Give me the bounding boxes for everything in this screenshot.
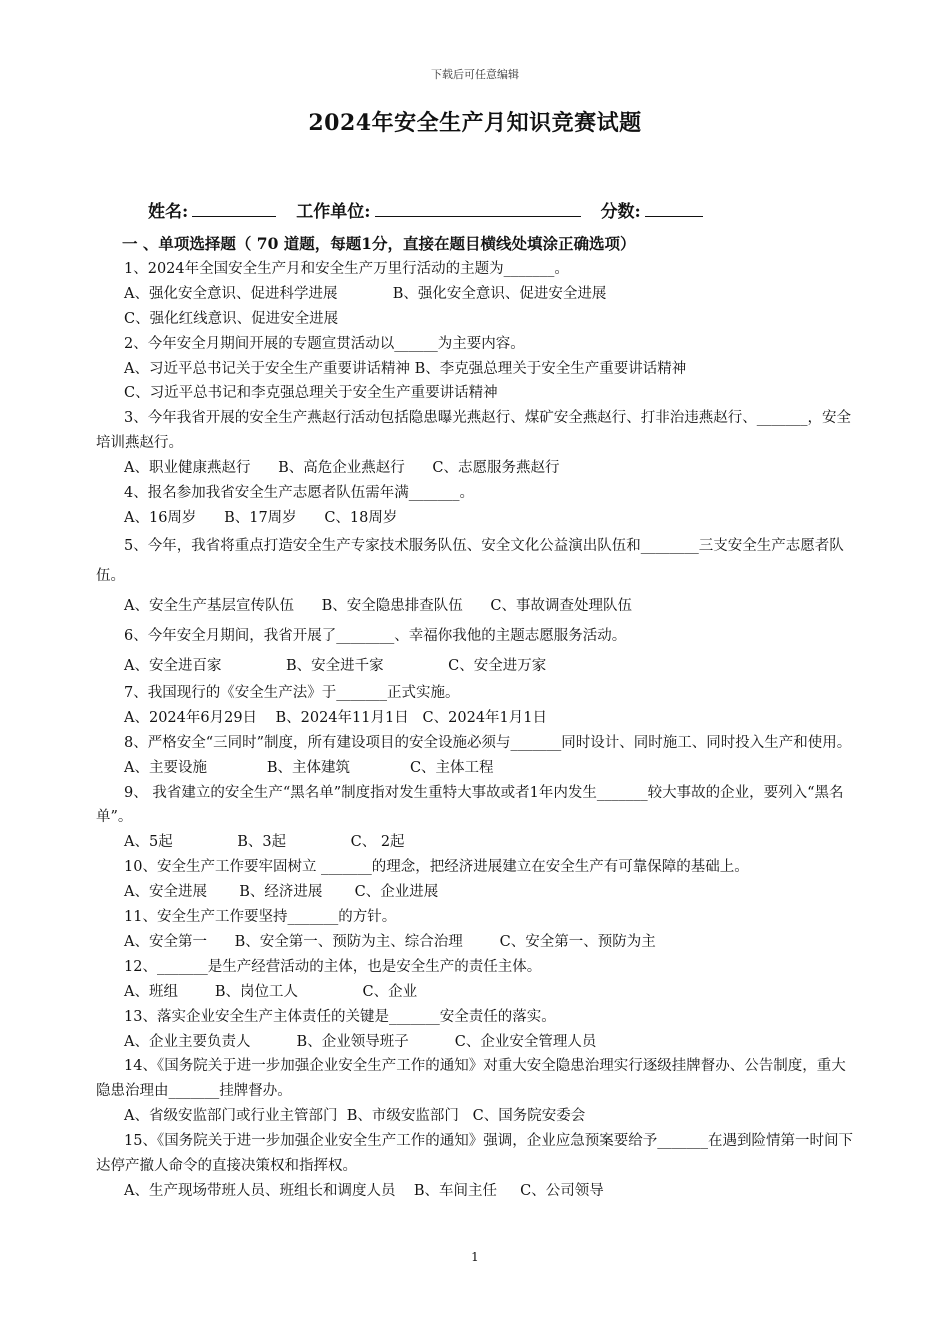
question-text: 10、安全生产工作要牢固树立 _______的理念，把经济进展建立在安全生产有可靠保障的基础上。: [124, 859, 749, 876]
question-text: 8、严格安全“三同时”制度，所有建设项目的安全设施必须与_______同时设计、同时施工、同时投入生产和使用。: [124, 734, 852, 751]
header-note: 下载后可任意编辑: [431, 68, 519, 81]
score-blank[interactable]: [645, 198, 703, 217]
name-label: 姓名:: [148, 202, 189, 222]
unit-label: 工作单位:: [296, 202, 371, 222]
question-text: 1、2024年全国安全生产月和安全生产万里行活动的主题为_______。: [124, 260, 569, 277]
answer-options: C、习近平总书记和李克强总理关于安全生产重要讲话精神: [124, 385, 498, 402]
answer-options: A、班组 B、岗位工人 C、企业: [124, 983, 418, 1000]
answer-options: A、安全生产基层宣传队伍 B、安全隐患排查队伍 C、事故调查处理队伍: [124, 597, 633, 614]
question-content: [96, 232, 858, 1204]
answer-options: A、省级安监部门或行业主管部门 B、市级安监部门 C、国务院安委会: [124, 1108, 586, 1125]
question-list: [96, 257, 858, 1204]
answer-options: C、强化红线意识、促进安全进展: [124, 310, 339, 327]
answer-options: A、职业健康燕赵行 B、高危企业燕赵行 C、志愿服务燕赵行: [124, 460, 560, 477]
answer-options: A、生产现场带班人员、班组长和调度人员 B、车间主任 C、公司领导: [124, 1183, 604, 1199]
question-text: 14、《国务院关于进一步加强企业安全生产工作的通知》对重大安全隐患治理实行逐级挂牌督办、公告制度，重大隐患治理由_______挂牌督办。: [96, 1058, 846, 1100]
answer-options: A、2024年6月29日 B、2024年11月1日 C、2024年1月1日: [124, 709, 547, 726]
question-text: 11、安全生产工作要坚持_______的方针。: [124, 909, 397, 926]
question-text: 13、落实企业安全生产主体责任的关键是_______安全责任的落实。: [124, 1008, 556, 1025]
question-text: 9、 我省建立的安全生产“黑名单”制度指对发生重特大事故或者1年内发生_______较大事故的企业，要列入“黑名单”。: [96, 784, 844, 826]
question-text: 7、我国现行的《安全生产法》于_______正式实施。: [124, 684, 460, 701]
unit-blank[interactable]: [375, 198, 581, 217]
question-text: 4、报名参加我省安全生产志愿者队伍需年满_______。: [124, 485, 474, 502]
answer-options: A、习近平总书记关于安全生产重要讲话精神 B、李克强总理关于安全生产重要讲话精神: [124, 360, 687, 377]
answer-options: A、安全进展 B、经济进展 C、企业进展: [124, 884, 439, 901]
name-blank[interactable]: [192, 198, 276, 217]
answer-options: A、主要设施 B、主体建筑 C、主体工程: [124, 759, 494, 776]
answer-options: A、5起 B、3起 C、 2起: [124, 834, 405, 851]
answer-options: A、强化安全意识、促进科学进展 B、强化安全意识、促进安全进展: [124, 285, 607, 302]
answer-options: A、安全第一 B、安全第一、预防为主、综合治理 C、安全第一、预防为主: [124, 933, 656, 950]
answer-options: A、安全进百家 B、安全进千家 C、安全进万家: [124, 657, 547, 674]
score-label: 分数:: [600, 202, 641, 222]
question-text: 15、《国务院关于进一步加强企业安全生产工作的通知》强调，企业应急预案要给予_______在遇到险情第一时间下达停产撤人命令的直接决策权和指挥权。: [96, 1133, 853, 1175]
info-row: [148, 197, 709, 222]
question-text: 5、今年，我省将重点打造安全生产专家技术服务队伍、安全文化公益演出队伍和________三支安全生产志愿者队伍。: [96, 537, 844, 584]
question-text: 6、今年安全月期间，我省开展了________、幸福你我他的主题志愿服务活动。: [124, 627, 627, 644]
question-text: 2、今年安全月期间开展的专题宣贯活动以______为主要内容。: [124, 335, 525, 352]
section-heading: 一 、单项选择题（ 70 道题，每题1分，直接在题目横线处填涂正确选项）: [122, 234, 636, 253]
question-text: 3、今年我省开展的安全生产燕赵行活动包括隐患曝光燕赵行、煤矿安全燕赵行、打非治违燕赵行、_______，安全培训燕赵行。: [96, 410, 851, 452]
page-title: 2024年安全生产月知识竞赛试题: [308, 110, 642, 136]
question-text: 12、_______是生产经营活动的主体，也是安全生产的责任主体。: [124, 958, 542, 975]
answer-options: A、企业主要负责人 B、企业领导班子 C、企业安全管理人员: [124, 1033, 597, 1050]
answer-options: A、16周岁 B、17周岁 C、18周岁: [124, 509, 398, 526]
page-number: 1: [471, 1250, 479, 1264]
